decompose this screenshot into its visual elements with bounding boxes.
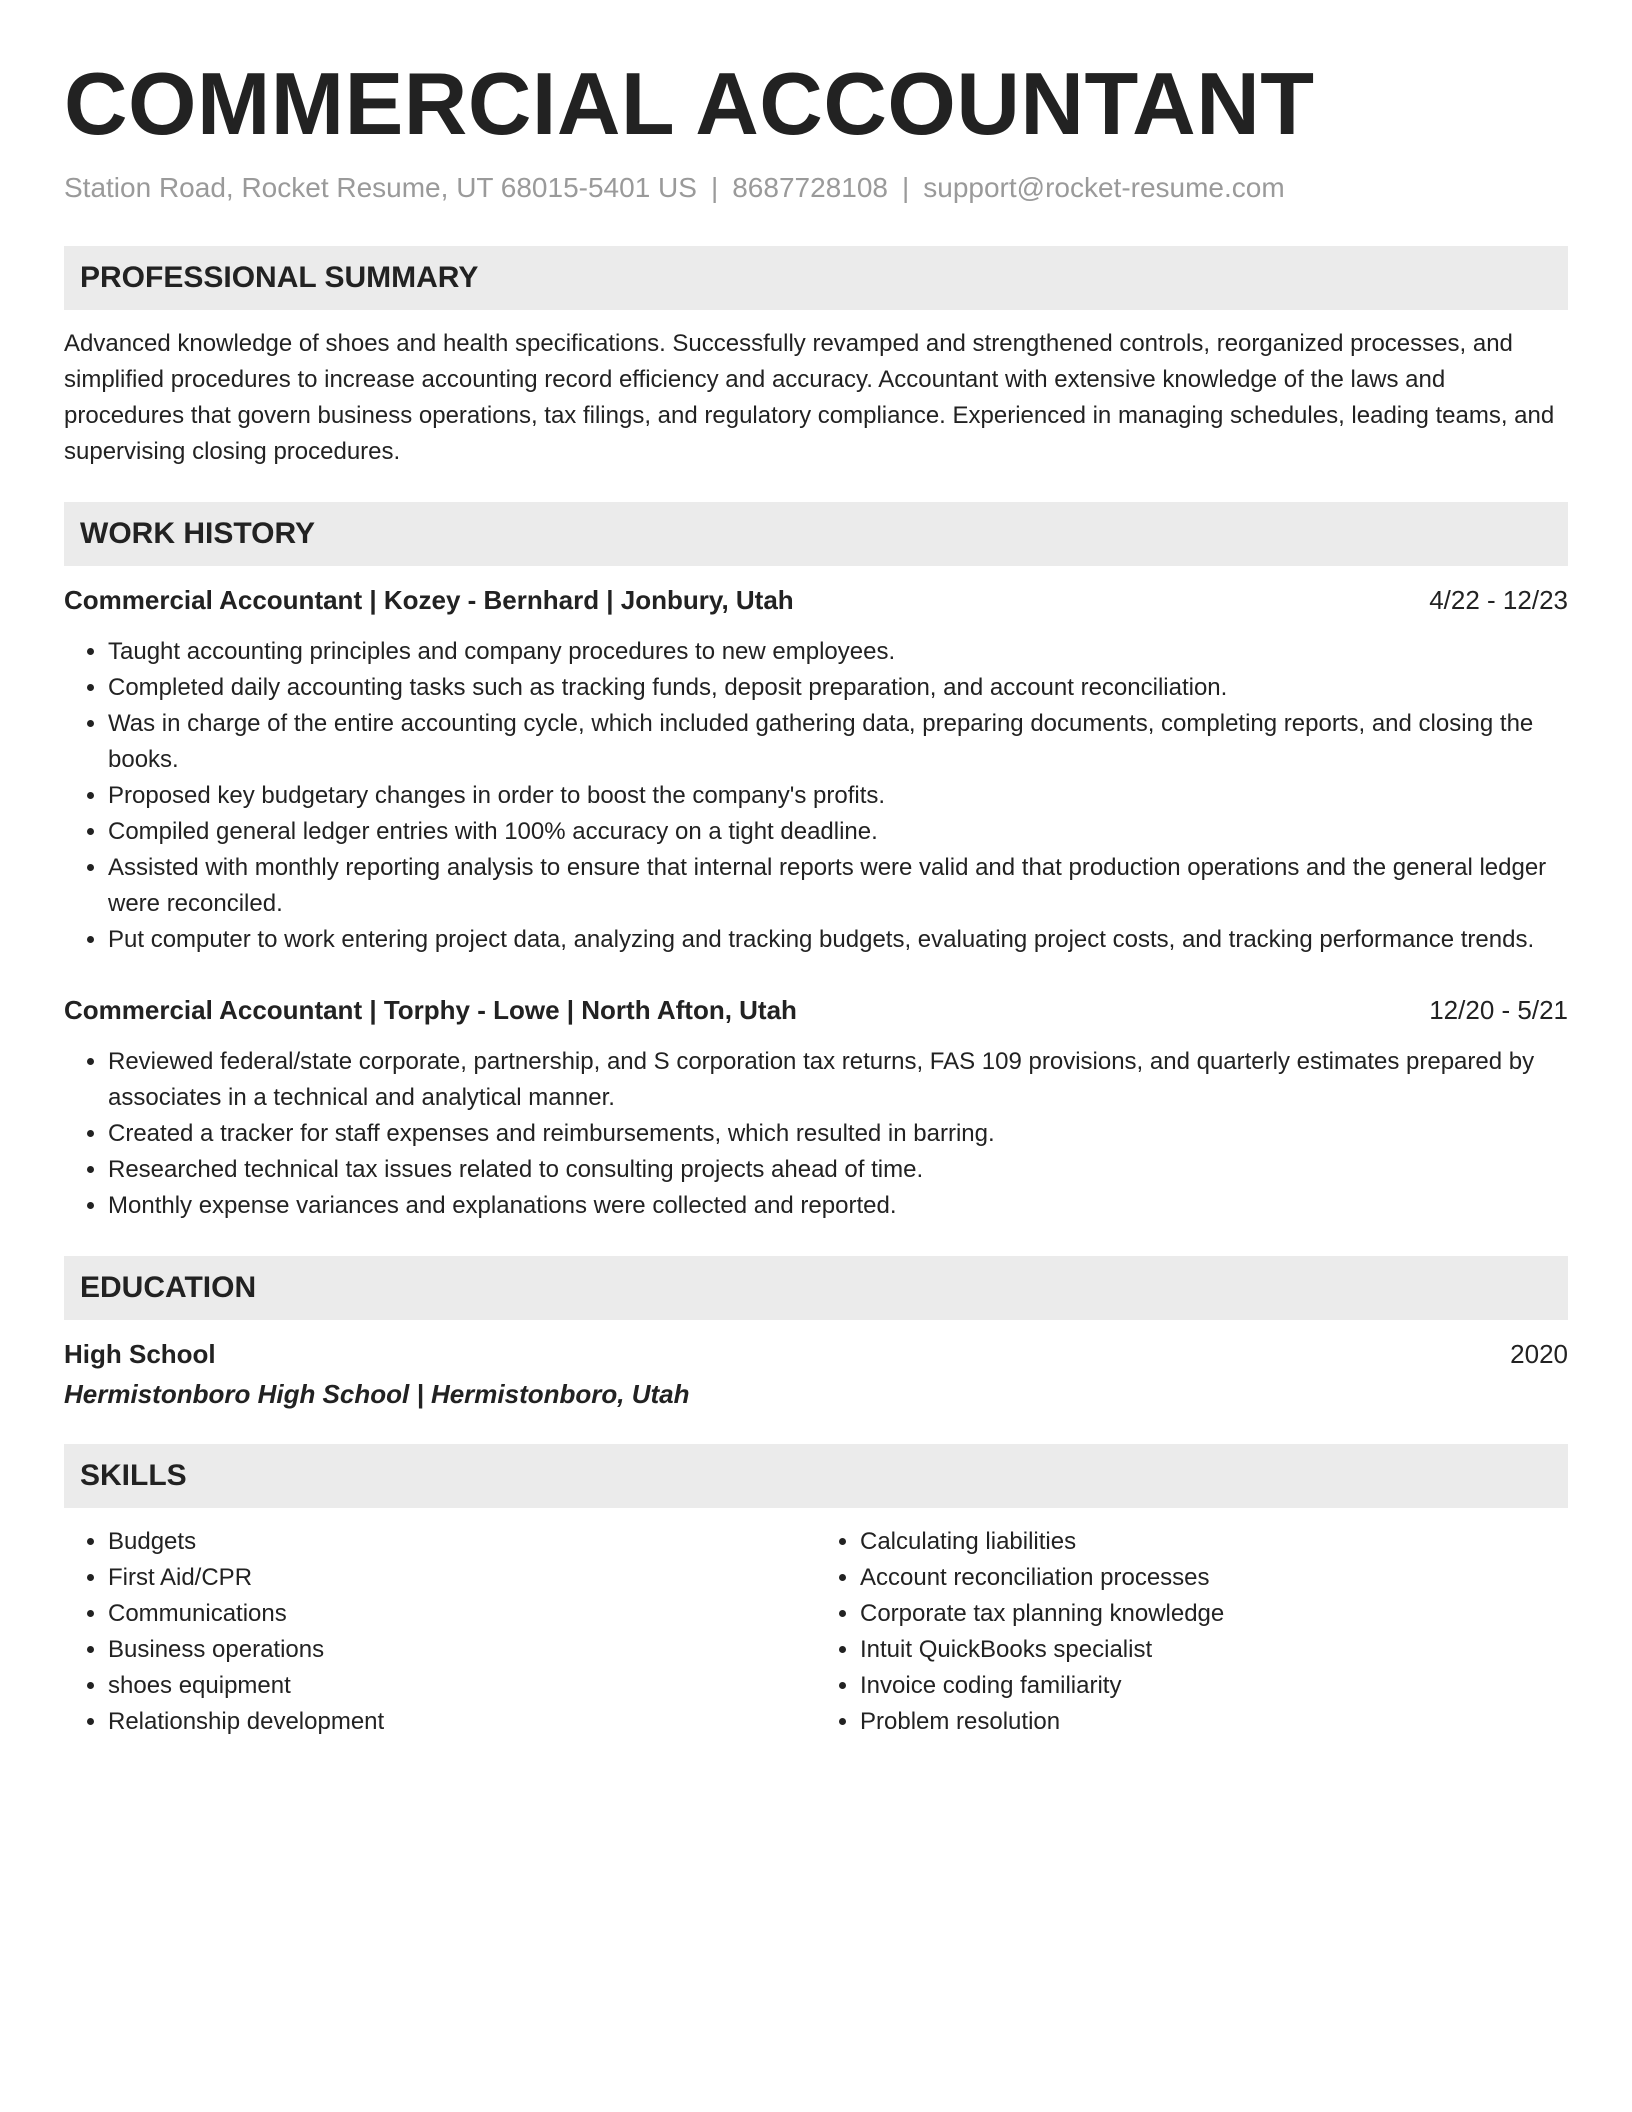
- job-dates: 4/22 - 12/23: [1429, 585, 1568, 615]
- education-section-header: EDUCATION: [64, 1256, 1568, 1320]
- job-bullet: • Compiled general ledger entries with 100% accuracy on a tight deadline.: [108, 814, 1568, 850]
- skill-item: • Account reconciliation processes: [860, 1560, 1568, 1596]
- summary-section-header: PROFESSIONAL SUMMARY: [64, 246, 1568, 310]
- education-entry: [64, 1336, 1568, 1412]
- skills-column-right: [816, 1524, 1568, 1740]
- skills-column-left: [64, 1524, 816, 1740]
- skill-item: • Business operations: [108, 1632, 816, 1668]
- job-bullet: • Assisted with monthly reporting analysis to ensure that internal reports were valid and that production operations and the general ledger were reconciled.: [108, 850, 1568, 922]
- skills-list: [64, 1524, 1568, 1740]
- job-header: [64, 582, 1568, 618]
- work-history-section-header: WORK HISTORY: [64, 502, 1568, 566]
- job-bullet: • Created a tracker for staff expenses and reimbursements, which resulted in barring.: [108, 1116, 1568, 1152]
- job-bullet: • Was in charge of the entire accounting cycle, which included gathering data, preparing documents, completing reports, and closing the books.: [108, 706, 1568, 778]
- contact-email: support@rocket-resume.com: [923, 172, 1285, 203]
- job-bullet: • Researched technical tax issues related to consulting projects ahead of time.: [108, 1152, 1568, 1188]
- skill-item: • shoes equipment: [108, 1668, 816, 1704]
- job-bullet: • Put computer to work entering project data, analyzing and tracking budgets, evaluating project costs, and tracking performance trends.: [108, 922, 1568, 958]
- contact-line: [64, 170, 1568, 206]
- job-bullet: • Completed daily accounting tasks such as tracking funds, deposit preparation, and account reconciliation.: [108, 670, 1568, 706]
- skill-item: • Budgets: [108, 1524, 816, 1560]
- contact-separator: |: [901, 172, 910, 203]
- skill-item: • Relationship development: [108, 1704, 816, 1740]
- job-header: [64, 992, 1568, 1028]
- skill-item: • Problem resolution: [860, 1704, 1568, 1740]
- contact-address: Station Road, Rocket Resume, UT 68015-5401 US: [64, 172, 697, 203]
- resume-name: COMMERCIAL ACCOUNTANT: [64, 54, 1315, 153]
- skill-item: • Communications: [108, 1596, 816, 1632]
- education-school: Hermistonboro High School | Hermistonboro, Utah: [64, 1379, 690, 1409]
- skill-item: • First Aid/CPR: [108, 1560, 816, 1596]
- job-bullet: • Monthly expense variances and explanations were collected and reported.: [108, 1188, 1568, 1224]
- skill-item: • Invoice coding familiarity: [860, 1668, 1568, 1704]
- contact-separator: |: [710, 172, 719, 203]
- job-bullet: • Reviewed federal/state corporate, partnership, and S corporation tax returns, FAS 109 provisions, and quarterly estimates prepared by associates in a technical and analytical manner.: [108, 1044, 1568, 1116]
- education-date: 2020: [1510, 1339, 1568, 1369]
- skills-section-header: SKILLS: [64, 1444, 1568, 1508]
- job-title: Commercial Accountant | Kozey - Bernhard | Jonbury, Utah: [64, 585, 794, 615]
- education-degree: High School: [64, 1339, 216, 1369]
- job-dates: 12/20 - 5/21: [1429, 995, 1568, 1025]
- job-bullet-list: [64, 1044, 1568, 1224]
- summary-text: Advanced knowledge of shoes and health specifications. Successfully revamped and strengthened controls, reorganized processes, and simplified procedures to increase accounting record efficiency and accuracy. Accountant with extensive knowledge of the laws and procedures that govern business operations, tax filings, and regulatory compliance. Experienced in managing schedules, leading teams, and supervising closing procedures.: [64, 330, 1555, 465]
- job-entry: [64, 992, 1568, 1224]
- job-entry: [64, 582, 1568, 958]
- contact-phone: 8687728108: [732, 172, 888, 203]
- job-title: Commercial Accountant | Torphy - Lowe | North Afton, Utah: [64, 995, 797, 1025]
- education-header: [64, 1336, 1568, 1372]
- job-bullet-list: [64, 634, 1568, 958]
- skill-item: • Intuit QuickBooks specialist: [860, 1632, 1568, 1668]
- skill-item: • Calculating liabilities: [860, 1524, 1568, 1560]
- job-bullet: • Proposed key budgetary changes in order to boost the company's profits.: [108, 778, 1568, 814]
- job-bullet: • Taught accounting principles and company procedures to new employees.: [108, 634, 1568, 670]
- skill-item: • Corporate tax planning knowledge: [860, 1596, 1568, 1632]
